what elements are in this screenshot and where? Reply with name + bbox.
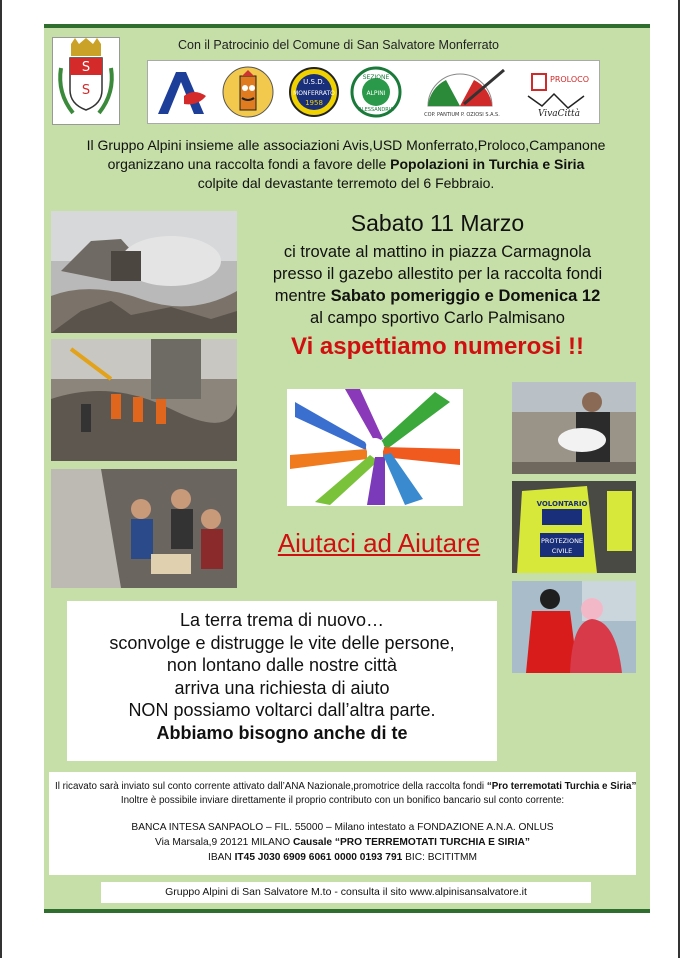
top-green-rule	[44, 24, 650, 28]
appeal-message-box	[67, 601, 497, 761]
svg-text:S: S	[81, 83, 91, 98]
event-date-heading: Sabato 11 Marzo	[350, 210, 525, 236]
svg-text:ALESSANDRIA: ALESSANDRIA	[358, 107, 394, 113]
schedule-line-4: al campo sportivo Carlo Palmisano	[310, 309, 565, 327]
usd-monferrato-logo	[288, 66, 340, 118]
hand-orange	[290, 449, 367, 469]
sponsorship-line: Con il Patrocinio del Comune di San Salvatore Monferrato	[178, 38, 500, 52]
partner-logos-strip	[147, 60, 600, 124]
intro-line-2-text: organizzano una raccolta fondi a favore delle	[107, 156, 391, 172]
svg-text:COP. PANTIUM P. OZIOSI S.A.S.: COP. PANTIUM P. OZIOSI S.A.S.	[424, 112, 500, 118]
message-line-3: non lontano dalle nostre città	[166, 655, 398, 675]
info-campaign-name: “Pro terremotati Turchia e Siria”	[486, 781, 637, 792]
schedule-line-3	[240, 285, 635, 307]
hand-green	[380, 392, 450, 449]
iban-value: IT45 J030 6909 6061 0000 0193 791	[234, 852, 403, 863]
campanone-logo	[218, 66, 278, 118]
message-line-1: La terra trema di nuovo…	[179, 610, 385, 630]
svg-text:1958: 1958	[305, 99, 323, 107]
schedule-line-3-text: mentre	[274, 287, 331, 305]
photo-rescue-team-rubble	[51, 339, 237, 461]
info-line-1-text: Il ricavato sarà inviato sul conto corrente attivato dall’ANA Nazionale,promotrice della raccolta fondi	[55, 781, 487, 792]
bank-line-3	[55, 850, 630, 865]
message-line-5: NON possiamo voltarci dall’altra parte.	[128, 700, 436, 720]
bank-line-2	[55, 835, 630, 850]
photo-collapsed-building	[51, 211, 237, 333]
page-left-edge	[0, 0, 2, 958]
gazebo-sponsor-logo	[416, 66, 512, 118]
svg-text:U.S.D.: U.S.D.	[303, 78, 325, 86]
info-line-1	[55, 780, 637, 794]
bic-value: BIC: BCITITMM	[402, 852, 477, 863]
photo-civil-protection-volunteer	[512, 481, 636, 573]
schedule-line-2: presso il gazebo allestito per la raccolta fondi	[272, 265, 603, 283]
avis-logo	[154, 66, 212, 118]
proloco-logo	[524, 66, 594, 118]
intro-paragraph	[48, 136, 644, 193]
message-line-4: arriva una richiesta di aiuto	[174, 677, 390, 698]
call-to-action: Vi aspettiamo numerosi !!	[291, 333, 584, 360]
bank-line-1: BANCA INTESA SANPAOLO – FIL. 55000 – Milano intestato a FONDAZIONE A.N.A. ONLUS	[131, 822, 554, 833]
event-schedule	[240, 241, 635, 329]
bank-address: Via Marsala,9 20121 MILANO	[155, 837, 293, 848]
message-strong-line: Abbiamo bisogno anche di te	[156, 722, 408, 743]
photo-man-holding-child	[512, 382, 636, 474]
message-line-2: sconvolge e distrugge le vite delle persone,	[109, 632, 455, 653]
slogan-heading: Aiutaci ad Aiutare	[277, 528, 481, 558]
intro-line-1: Il Gruppo Alpini insieme alle associazioni Avis,USD Monferrato,Proloco,Campanone	[86, 137, 606, 153]
schedule-weekend-dates: Sabato pomeriggio e Domenica 12	[330, 287, 601, 305]
info-line-2: Inoltre è possibile inviare direttamente il proprio contributo con un bonifico bancario sul conto corrente:	[120, 795, 565, 806]
photo-crowd-rescue	[51, 469, 237, 588]
svg-text:PROLOCO: PROLOCO	[550, 75, 590, 84]
colorful-hands-image	[287, 389, 463, 506]
svg-text:SEZIONE: SEZIONE	[362, 74, 390, 81]
svg-text:VOLONTARIO: VOLONTARIO	[536, 500, 588, 508]
footer-website-line: Gruppo Alpini di San Salvatore M.to - consulta il sito www.alpinisansalvatore.it	[101, 882, 591, 903]
svg-text:PROTEZIONE: PROTEZIONE	[540, 537, 584, 545]
bank-causale: Causale “PRO TERREMOTATI TURCHIA E SIRIA”	[293, 837, 530, 848]
ana-alpini-logo	[348, 66, 404, 118]
photo-red-cross-blanket	[512, 581, 636, 673]
iban-label: IBAN	[207, 852, 235, 863]
hand-sky	[383, 453, 423, 505]
intro-beneficiaries: Popolazioni in Turchia e Siria	[390, 156, 585, 172]
intro-line-3: colpite dal devastante terremoto del 6 Febbraio.	[197, 175, 495, 191]
donation-info-text	[55, 780, 637, 808]
schedule-line-1: ci trovate al mattino in piazza Carmagnola	[283, 243, 592, 261]
bottom-green-rule	[44, 909, 650, 913]
svg-text:CIVILE: CIVILE	[551, 547, 573, 555]
svg-text:VivaCittà: VivaCittà	[537, 109, 581, 118]
svg-text:S: S	[81, 60, 91, 75]
intro-line-2	[48, 155, 644, 174]
svg-text:MONFERRATO: MONFERRATO	[293, 90, 335, 97]
bank-details	[55, 820, 630, 865]
svg-text:ALPINI: ALPINI	[366, 90, 386, 97]
donation-info-box	[49, 772, 636, 875]
municipal-crest-logo	[52, 37, 120, 125]
